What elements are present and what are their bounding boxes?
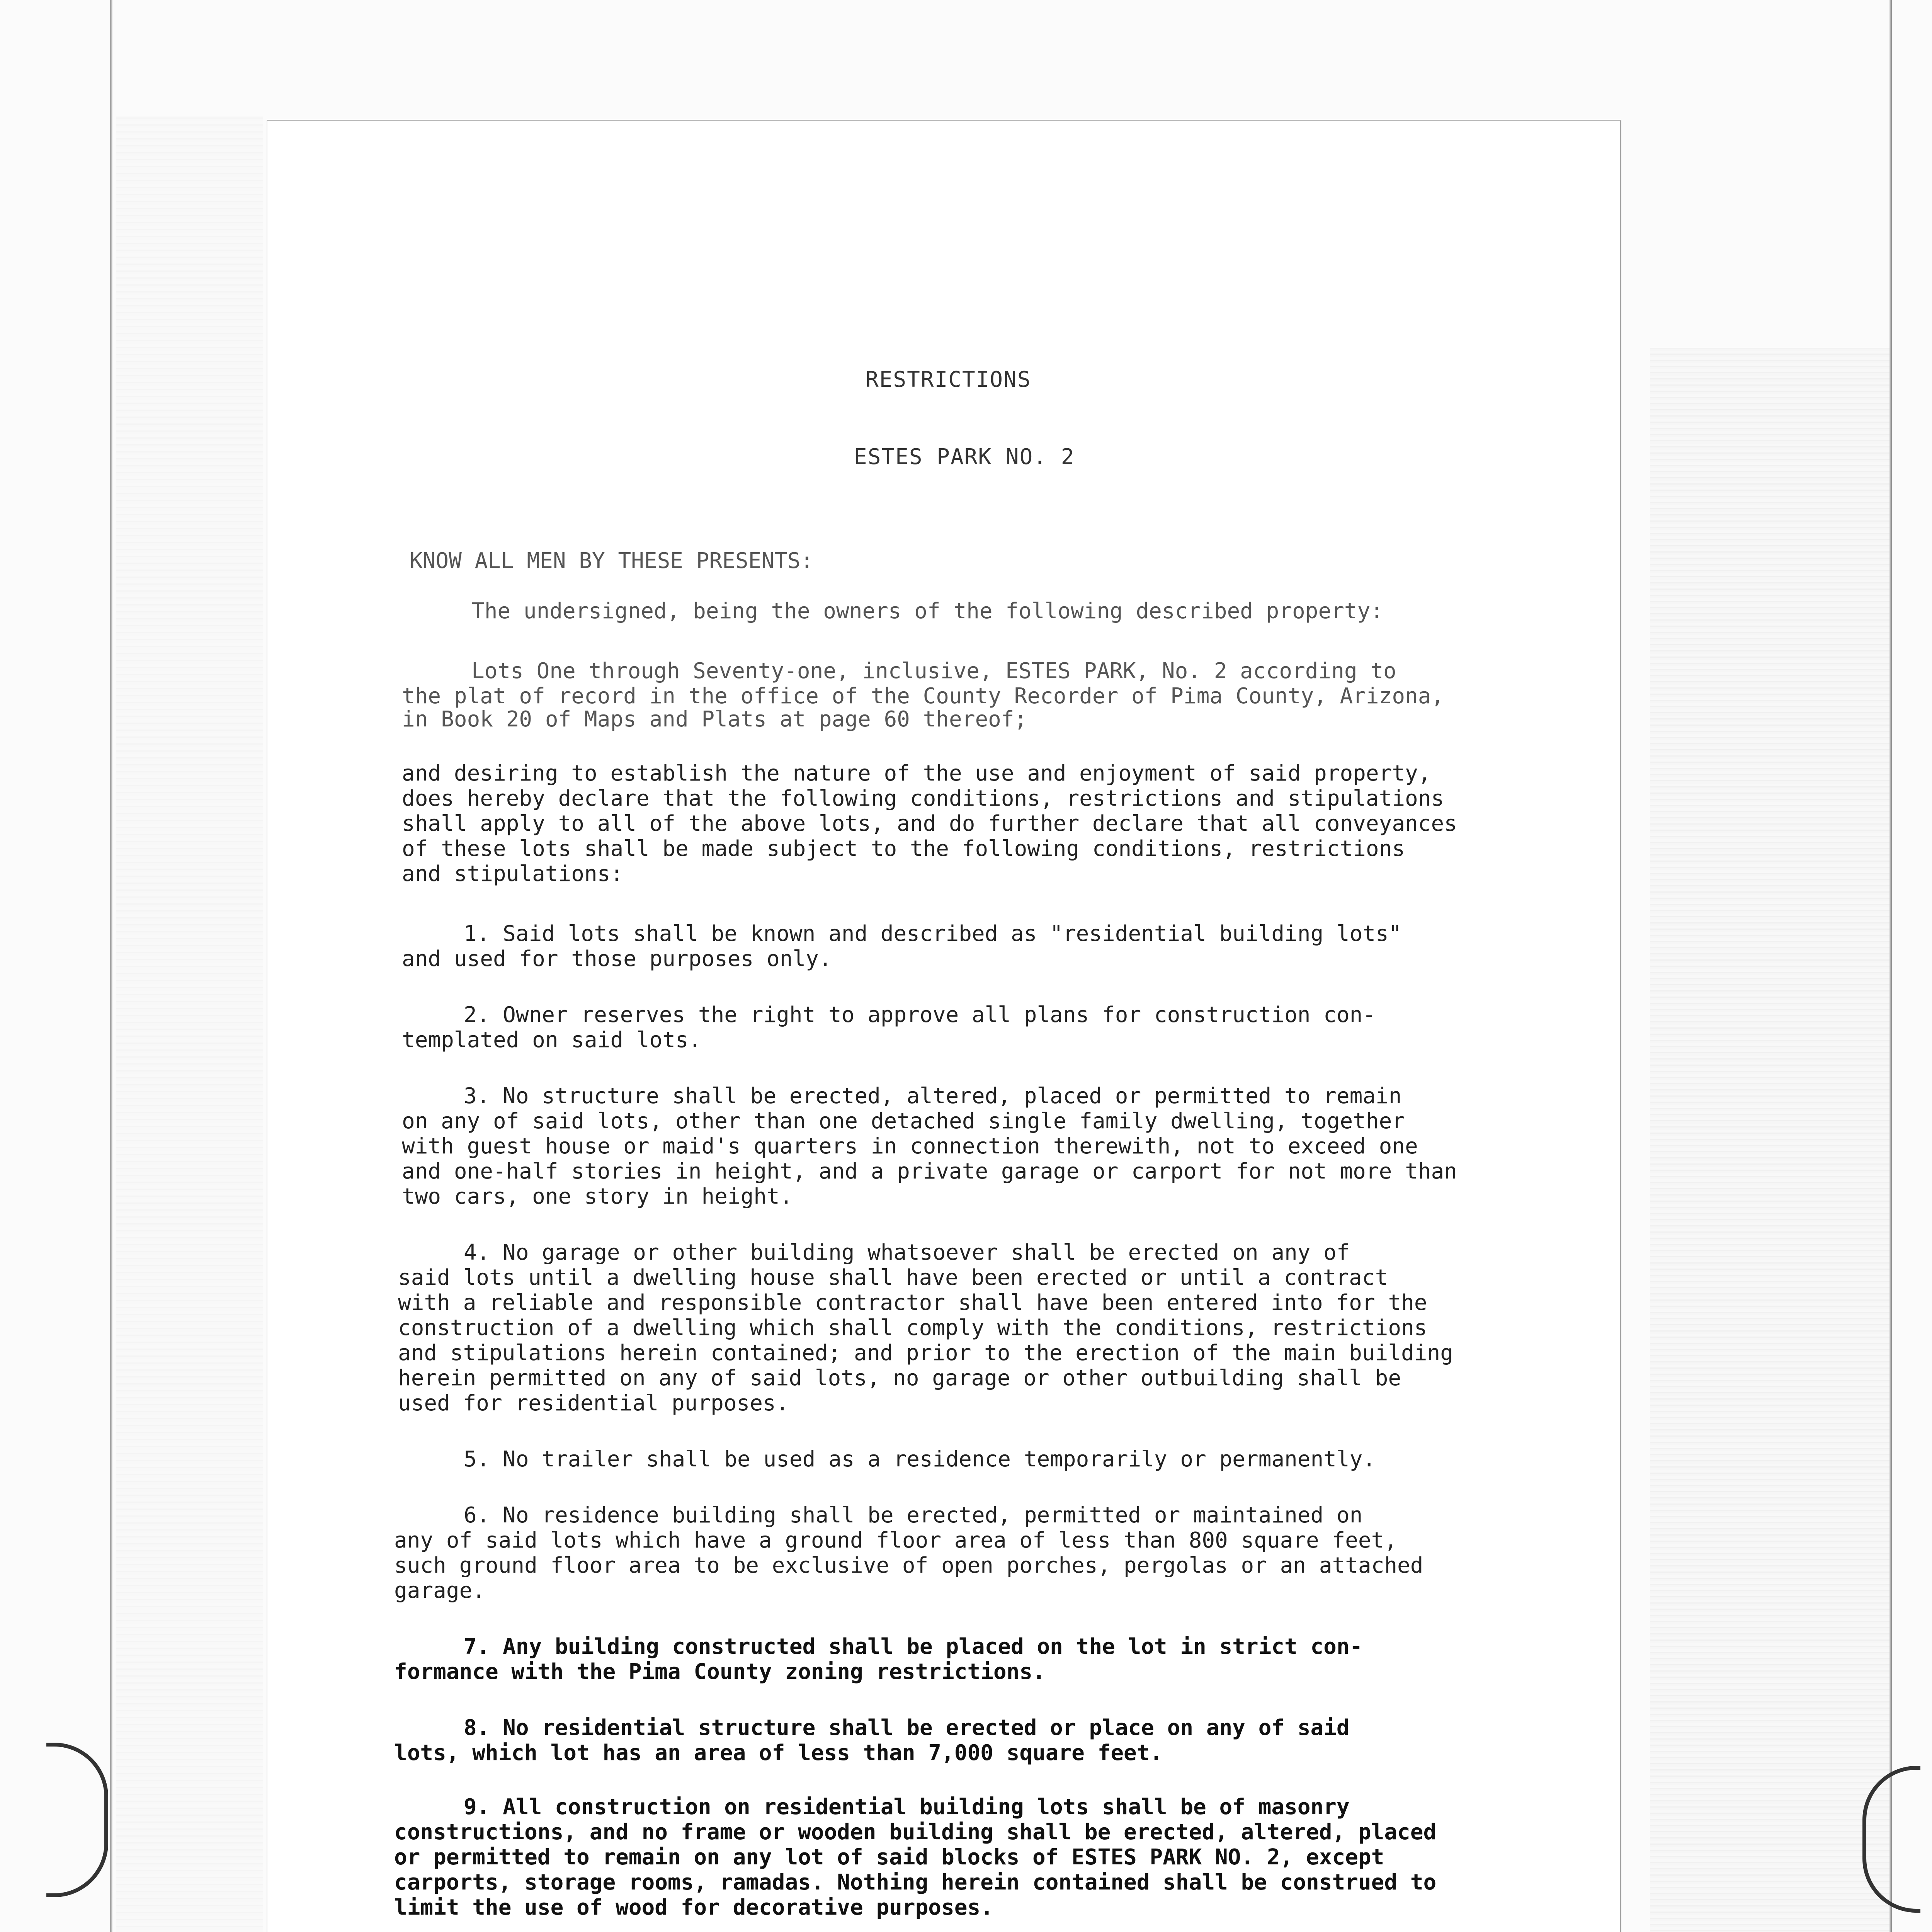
clause-9-line: carports, storage rooms, ramadas. Nothing herein contained shall be construed to xyxy=(394,1870,1437,1895)
declaration-line: and desiring to establish the nature of the use and enjoyment of said property, xyxy=(402,761,1431,786)
clause-7-line: formance with the Pima County zoning restrictions. xyxy=(394,1659,1046,1684)
salutation: KNOW ALL MEN BY THESE PRESENTS: xyxy=(410,548,814,573)
clause-3-line: 3. No structure shall be erected, altered, placed or permitted to remain xyxy=(464,1083,1402,1109)
document-title: RESTRICTIONS xyxy=(866,367,1031,392)
clause-5-line: 5. No trailer shall be used as a residence temporarily or permanently. xyxy=(464,1447,1376,1472)
clause-3-line: on any of said lots, other than one detached single family dwelling, together xyxy=(402,1109,1405,1134)
clause-8-line: 8. No residential structure shall be erected or place on any of said xyxy=(464,1715,1350,1740)
scan-edge-right xyxy=(1889,0,1892,1932)
clause-1-line: and used for those purposes only. xyxy=(402,946,832,971)
declaration-line: of these lots shall be made subject to the following conditions, restrictions xyxy=(402,836,1405,861)
scan-artifact-right xyxy=(1650,348,1889,1932)
property-description-line: Lots One through Seventy-one, inclusive, ESTES PARK, No. 2 according to xyxy=(471,658,1396,684)
binder-clip-left xyxy=(46,1743,108,1897)
clause-6-line: any of said lots which have a ground floor area of less than 800 square feet, xyxy=(394,1528,1398,1553)
declaration-line: shall apply to all of the above lots, and do further declare that all conveyances xyxy=(402,811,1457,836)
clause-9-line: or permitted to remain on any lot of said blocks of ESTES PARK NO. 2, except xyxy=(394,1845,1384,1870)
clause-9-line: 9. All construction on residential building lots shall be of masonry xyxy=(464,1794,1350,1820)
document-subtitle: ESTES PARK NO. 2 xyxy=(854,444,1075,469)
clause-7-line: 7. Any building constructed shall be placed on the lot in strict con- xyxy=(464,1634,1363,1659)
declaration-line: and stipulations: xyxy=(402,861,624,886)
preamble: The undersigned, being the owners of the following described property: xyxy=(471,599,1384,624)
clause-2-line: templated on said lots. xyxy=(402,1027,702,1053)
clause-6-line: such ground floor area to be exclusive of open porches, pergolas or an attached xyxy=(394,1553,1423,1578)
clause-4-line: with a reliable and responsible contractor shall have been entered into for the xyxy=(398,1290,1427,1315)
clause-4-line: 4. No garage or other building whatsoever shall be erected on any of xyxy=(464,1240,1350,1265)
property-description-line: the plat of record in the office of the County Recorder of Pima County, Arizona, xyxy=(402,684,1444,709)
clause-6-line: garage. xyxy=(394,1578,486,1603)
clause-3-line: two cars, one story in height. xyxy=(402,1184,793,1209)
scan-edge-left xyxy=(110,0,112,1932)
clause-3-line: and one-half stories in height, and a private garage or carport for not more than xyxy=(402,1159,1457,1184)
clause-9-line: constructions, and no frame or wooden building shall be erected, altered, placed xyxy=(394,1820,1437,1845)
clause-4-line: said lots until a dwelling house shall have been erected or until a contract xyxy=(398,1265,1388,1290)
clause-8-line: lots, which lot has an area of less than 7,000 square feet. xyxy=(394,1740,1163,1765)
clause-9-line: limit the use of wood for decorative purposes. xyxy=(394,1895,993,1920)
clause-3-line: with guest house or maid's quarters in connection therewith, not to exceed one xyxy=(402,1134,1418,1159)
clause-2-line: 2. Owner reserves the right to approve all plans for construction con- xyxy=(464,1002,1376,1027)
clause-4-line: herein permitted on any of said lots, no garage or other outbuilding shall be xyxy=(398,1366,1401,1391)
clause-4-line: and stipulations herein contained; and prior to the erection of the main building xyxy=(398,1340,1453,1366)
property-description-line: in Book 20 of Maps and Plats at page 60 thereof; xyxy=(402,707,1027,732)
declaration-line: does hereby declare that the following conditions, restrictions and stipulations xyxy=(402,786,1444,811)
clause-4-line: construction of a dwelling which shall comply with the conditions, restrictions xyxy=(398,1315,1427,1340)
clause-1-line: 1. Said lots shall be known and described as "residential building lots" xyxy=(464,921,1402,946)
clause-6-line: 6. No residence building shall be erected, permitted or maintained on xyxy=(464,1503,1363,1528)
clause-4-line: used for residential purposes. xyxy=(398,1391,789,1416)
scan-artifact-left xyxy=(116,116,263,1932)
